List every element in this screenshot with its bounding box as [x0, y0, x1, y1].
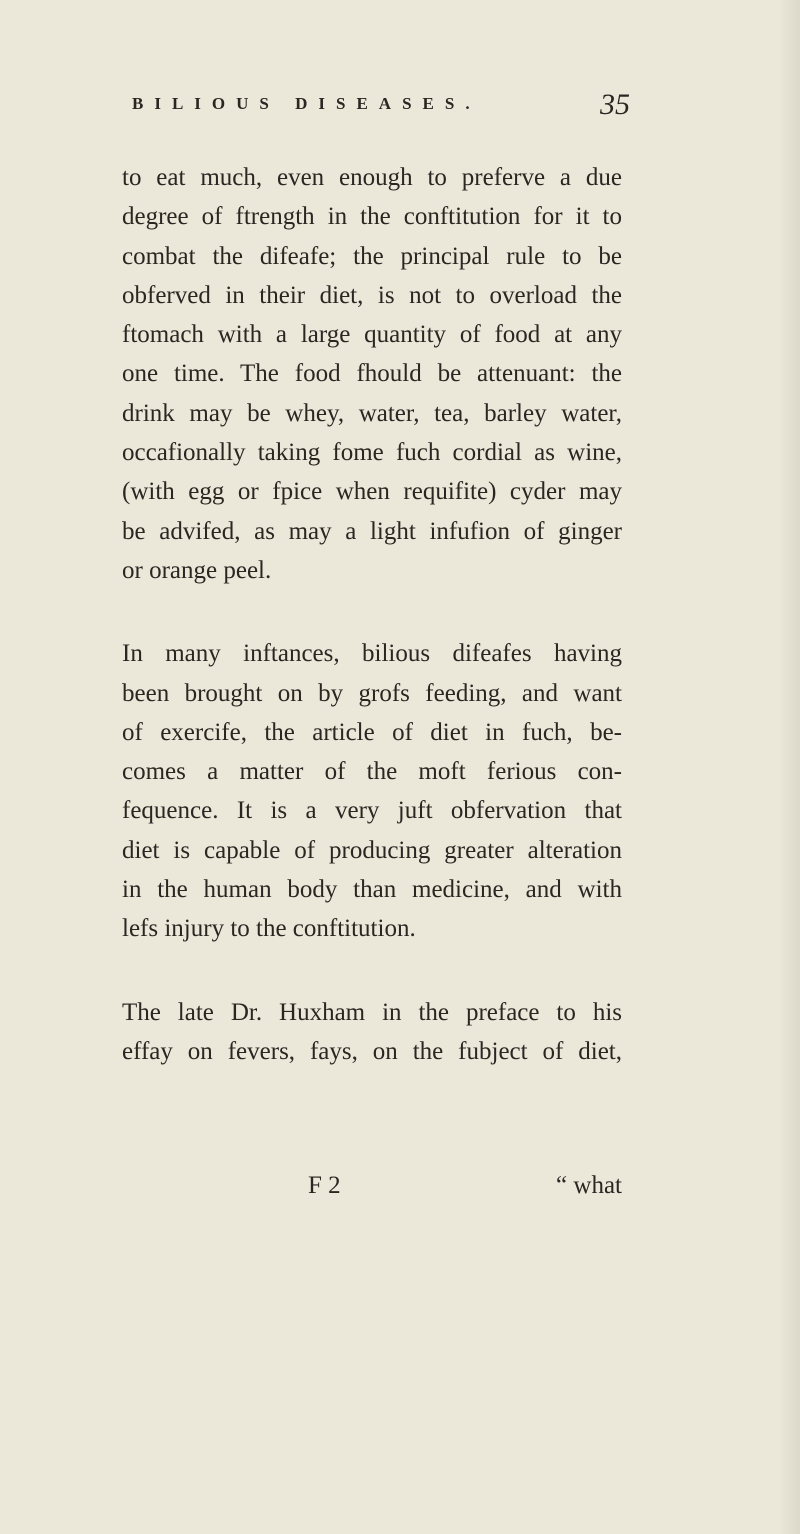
text-line: The late Dr. Huxham in the preface to his: [122, 998, 622, 1026]
text-line: diet is capable of producing greater alteration: [122, 836, 622, 864]
paragraph: [122, 634, 622, 948]
text-line: occafionally taking fome fuch cordial as wine,: [122, 439, 622, 467]
text-line: obferved in their diet, is not to overload the: [122, 281, 622, 309]
text-line: in the human body than medicine, and with: [122, 876, 622, 904]
text-line: comes a matter of the moft ferious con-: [122, 758, 622, 786]
text-line: or orange peel.: [122, 556, 272, 584]
signature-mark: F 2: [308, 1172, 341, 1199]
text-line: (with egg or fpice when requifite) cyder may: [122, 478, 622, 506]
text-line: In many inftances, bilious difeafes having: [122, 640, 622, 668]
page-footer: [122, 1172, 622, 1212]
text-line: to eat much, even enough to preferve a due: [122, 164, 622, 191]
page-header: [132, 90, 630, 130]
text-line: been brought on by grofs feeding, and want: [122, 679, 622, 707]
text-line: combat the difeafe; the principal rule to be: [122, 242, 622, 270]
text-line: of exercife, the article of diet in fuch, be-: [122, 718, 622, 746]
body-text: [122, 158, 622, 1071]
text-line: lefs injury to the conftitution.: [122, 915, 416, 943]
text-line: one time. The food fhould be attenuant: the: [122, 360, 622, 388]
text-line: drink may be whey, water, tea, barley water,: [122, 399, 622, 427]
page-number: 35: [600, 88, 630, 121]
page-edge-shadow: [778, 0, 800, 1534]
text-line: degree of ftrength in the conftitution for it to: [122, 203, 622, 231]
text-line: effay on fevers, fays, on the fubject of diet,: [122, 1037, 622, 1065]
text-line: be advifed, as may a light infufion of ginger: [122, 517, 622, 545]
running-head: BILIOUS DISEASES.: [132, 94, 481, 113]
text-line: ftomach with a large quantity of food at any: [122, 321, 622, 349]
paragraph: [122, 993, 622, 1072]
paragraph: [122, 158, 622, 590]
text-line: fequence. It is a very juft obfervation that: [122, 797, 622, 825]
catchword: “ what: [556, 1172, 622, 1199]
